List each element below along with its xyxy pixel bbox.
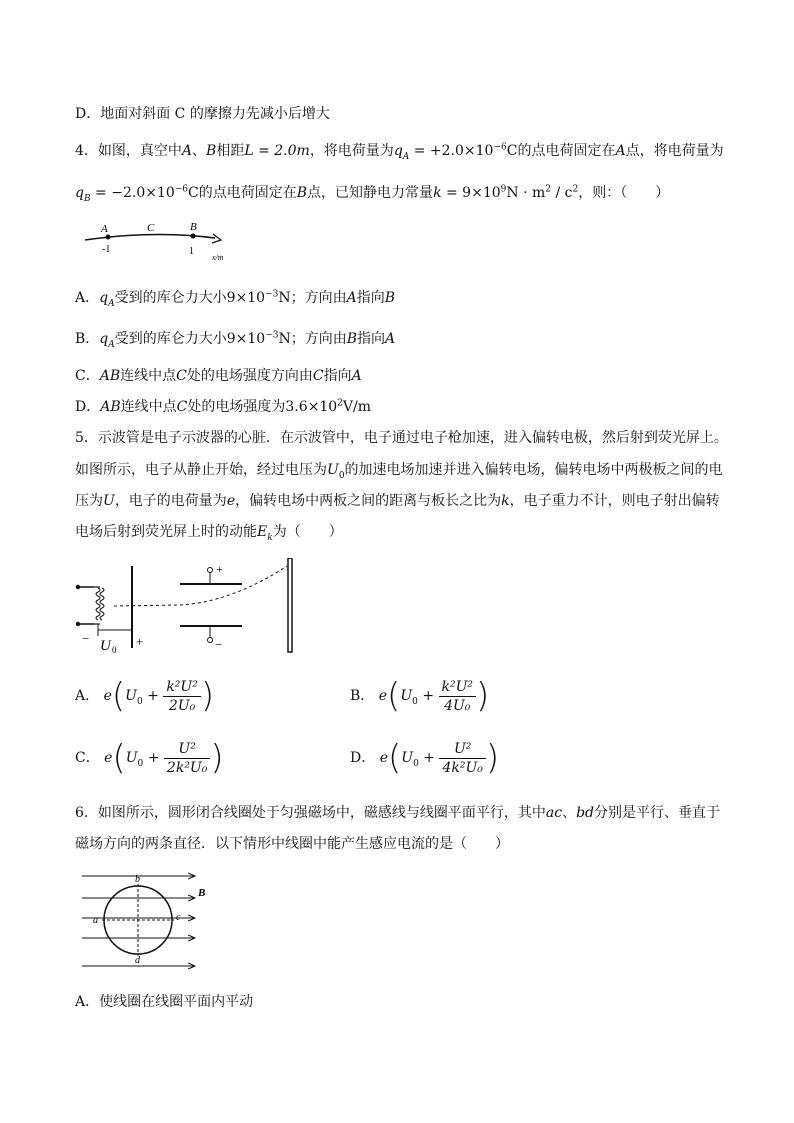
- q5-fig-minus-bottom: −: [215, 637, 223, 652]
- option-label: C．: [75, 750, 100, 766]
- k-symbol: k: [501, 493, 510, 509]
- field-unit: V/m: [342, 399, 372, 415]
- q4-fig-label-a: A: [101, 223, 108, 235]
- q4-sep: 、: [192, 143, 207, 159]
- force-value: 9×10: [226, 331, 266, 347]
- q4-fig-label-b: B: [190, 221, 197, 233]
- stem-text: ，电子重力不计，则电子射出偏转: [509, 493, 720, 509]
- option-label: D．: [75, 399, 101, 415]
- e-symbol: e: [104, 750, 113, 766]
- q6-fig-label-b: b: [135, 874, 140, 885]
- u0-sub: 0: [338, 470, 345, 481]
- q4-qb-unit: C: [188, 185, 199, 201]
- u0-sub: 0: [136, 696, 143, 707]
- stem-text: 电场后射到荧光屏上时的动能: [75, 524, 257, 540]
- q4-number-line-figure: [75, 218, 235, 268]
- e-symbol: e: [379, 750, 388, 766]
- q5-stem-line3: [75, 490, 720, 510]
- q4-qa-unit: C: [506, 143, 518, 159]
- fraction: [163, 678, 201, 715]
- option-label: D．: [350, 750, 376, 766]
- force-exp: −3: [265, 289, 279, 300]
- plus-sign: +: [147, 750, 160, 766]
- u0-symbol: U: [400, 688, 413, 704]
- u0-symbol: U: [125, 750, 138, 766]
- point-label: B: [346, 331, 358, 347]
- stem-text: 分别是平行、垂直于: [594, 805, 721, 821]
- q4-qb-exp: −6: [174, 184, 189, 195]
- option-text: 受到的库仑力大小: [114, 290, 227, 306]
- stem-text: ，电子的电荷量为: [114, 493, 227, 509]
- q4-point-b: B: [206, 143, 217, 159]
- q-sub: A: [108, 298, 115, 309]
- numerator: k²U²: [439, 678, 477, 697]
- q4-k-unit: N · m: [506, 185, 546, 201]
- option-text: 受到的库仑力大小: [114, 331, 227, 347]
- point-label: A: [385, 331, 396, 347]
- q5-option-b[interactable]: B． $e(U_0$ + $\frac{\text{k²U²}}{\text{4U₀}}$ ): [350, 676, 490, 716]
- q4-k-unit2: / c: [551, 185, 573, 201]
- q6-fig-label-c: c: [176, 912, 181, 923]
- option-text: 指向: [357, 331, 386, 347]
- option-text: 处的电场强度方向由: [186, 368, 313, 384]
- q5-option-d[interactable]: D． $e(U_0$ + $\frac{\text{U²}}{\text{4k²U₀}}$ ): [350, 738, 500, 778]
- q4-stem-text: ，将电荷量为: [309, 143, 394, 159]
- segment-label: AB: [99, 368, 121, 384]
- plus-sign: +: [147, 688, 159, 704]
- q4-qa-exp: −6: [493, 142, 507, 153]
- denominator: 4U₀: [444, 697, 471, 714]
- q4-k-value: = 9×10: [441, 185, 501, 201]
- u0-sub: 0: [412, 696, 418, 707]
- q4-qa: q: [393, 143, 403, 159]
- q4-k-exp: 9: [500, 184, 507, 195]
- q6-fig-label-a: a: [93, 915, 98, 926]
- q3-option-d: D．地面对斜面 C 的摩擦力先减小后增大: [75, 106, 330, 122]
- q5-fig-plus-acc: +: [136, 634, 144, 649]
- denominator: 2U₀: [168, 697, 196, 714]
- denominator: 4k²U₀: [442, 759, 483, 776]
- point-label: B: [384, 290, 395, 306]
- q6-coil-figure: [80, 868, 210, 973]
- q6-stem-line1: [75, 802, 720, 822]
- q4-stem-line2: [75, 182, 669, 204]
- numerator: U²: [439, 740, 485, 759]
- plus-sign: +: [423, 750, 435, 766]
- ek-sub: k: [267, 532, 273, 543]
- q4-option-c[interactable]: [75, 365, 362, 385]
- q4-stem-text: 的点电荷固定在: [198, 185, 297, 201]
- q4-stem-text: 的点电荷固定在: [517, 143, 616, 159]
- option-text: ；方向由: [290, 331, 347, 347]
- q5-stem-line2: [75, 459, 723, 481]
- stem-text: 如图所示，电子从静止开始，经过电压为: [75, 462, 327, 478]
- diameter-ac: ac: [545, 805, 563, 821]
- q4-point-a: A: [181, 143, 193, 159]
- option-label: A．: [75, 688, 100, 704]
- q4-qb: q: [75, 185, 84, 201]
- u0-symbol: U: [327, 462, 339, 478]
- option-label: C．: [75, 368, 100, 384]
- q4-option-d[interactable]: [75, 396, 371, 416]
- diameter-bd: bd: [576, 805, 595, 821]
- force-value: 9×10: [226, 290, 266, 306]
- q4-stem-text: ，则：（ ）: [578, 185, 670, 201]
- q4-stem-text: 点，将电荷量为: [625, 143, 724, 159]
- fraction: [439, 740, 485, 777]
- force-exp: −3: [265, 330, 279, 341]
- q4-k-unit-exp: 2: [545, 184, 551, 195]
- e-symbol: e: [226, 493, 236, 509]
- option-text: ；方向由: [290, 290, 347, 306]
- denominator: 2k²U₀: [166, 759, 208, 776]
- q4-k: k: [433, 185, 442, 201]
- force-unit: N: [278, 331, 291, 347]
- q5-fig-u0-sub: 0: [112, 645, 117, 655]
- field-value: 3.6×10: [285, 399, 338, 415]
- q4-stem-text: 4．如图，真空中: [75, 143, 182, 159]
- q5-fig-u0-label: U: [100, 638, 111, 654]
- sep: 、: [562, 805, 577, 821]
- q-symbol: q: [99, 331, 109, 347]
- q5-oscilloscope-figure: [72, 558, 302, 658]
- point-label: C: [312, 368, 324, 384]
- stem-text: ，偏转电场中两板之间的距离与板长之比为: [235, 493, 502, 509]
- e-symbol: e: [378, 688, 388, 704]
- field-exp: 2: [337, 398, 343, 409]
- q4-fig-tick-left: -1: [102, 244, 111, 255]
- q-symbol: q: [99, 290, 109, 306]
- plus-sign: +: [422, 688, 435, 704]
- point-label: C: [176, 399, 188, 415]
- q5-option-a[interactable]: A． $e(U_0$ + $\frac{\text{k²U²}}{\text{2U₀}}$ ): [75, 676, 215, 716]
- option-label: A．: [75, 290, 100, 306]
- q5-option-c[interactable]: C． $e(U_0$ + $\frac{\text{U²}}{\text{2k²U₀}}$ ): [75, 738, 224, 778]
- u0-symbol: U: [125, 688, 137, 704]
- q4-qa-sub: A: [402, 151, 410, 162]
- q4-qb-value: = −2.0×10: [90, 185, 175, 201]
- q4-option-a[interactable]: [75, 287, 395, 309]
- force-unit: N: [278, 290, 291, 306]
- q6-fig-label-d: d: [135, 955, 140, 966]
- q4-stem-text: 点，已知静电力常量: [307, 185, 434, 201]
- q4-fig-label-c: C: [147, 222, 155, 234]
- u-symbol: U: [103, 493, 115, 509]
- point-label: C: [176, 368, 187, 384]
- q4-qa-value: = +2.0×10: [409, 143, 494, 159]
- option-label: B．: [350, 688, 375, 704]
- option-text: 连线中点: [120, 368, 177, 384]
- q4-qb-sub: B: [83, 193, 91, 204]
- q5-fig-plus-top: +: [216, 562, 223, 576]
- point-label: A: [351, 368, 362, 384]
- q5-stem-line1: 5．示波管是电子示波器的心脏．在示波管中，电子通过电子枪加速，进入偏转电极，然后射到荧光屏上。: [75, 430, 728, 446]
- u0-symbol: U: [401, 750, 414, 766]
- option-label: B．: [75, 331, 100, 347]
- u0-sub: 0: [137, 758, 144, 769]
- numerator: k²U²: [163, 678, 201, 697]
- stem-text: 压为: [75, 493, 103, 509]
- option-text: 处的电场强度为: [187, 399, 286, 415]
- q5-fig-minus-left: −: [82, 631, 90, 646]
- q4-k-unit2-exp: 2: [572, 184, 579, 195]
- fraction: [164, 740, 210, 777]
- fraction: [439, 678, 477, 715]
- q5-stem-line4: [75, 521, 343, 543]
- e-symbol: e: [103, 688, 112, 704]
- stem-text: 为（ ）: [272, 524, 343, 540]
- stem-text: 6．如图所示，圆形闭合线圈处于匀强磁场中，磁感线与线圈平面平行，其中: [75, 805, 546, 821]
- q6-option-a[interactable]: A．使线圈在线圈平面内平动: [75, 994, 254, 1010]
- q6-fig-label-field: B: [198, 887, 206, 899]
- option-text: 指向: [323, 368, 352, 384]
- q6-stem-line2: 磁场方向的两条直径．以下情形中线圈中能产生感应电流的是（ ）: [75, 836, 509, 852]
- q4-stem-line1: [75, 140, 724, 162]
- option-text: 连线中点: [120, 399, 177, 415]
- option-text: 指向: [356, 290, 385, 306]
- numerator: U²: [164, 740, 210, 759]
- q4-stem-text: 相距: [216, 143, 245, 159]
- q4-fig-tick-right: 1: [189, 246, 194, 257]
- point-label: A: [346, 290, 357, 306]
- q4-point-a: A: [615, 143, 626, 159]
- q4-fig-axis-label: x/m: [212, 253, 224, 262]
- q4-point-b: B: [296, 185, 308, 201]
- ek-symbol: E: [257, 524, 268, 540]
- q-sub: A: [108, 339, 115, 350]
- segment-label: AB: [100, 399, 121, 415]
- q4-distance: L = 2.0m: [244, 143, 310, 159]
- q4-option-b[interactable]: [75, 328, 395, 350]
- u0-sub: 0: [413, 758, 419, 769]
- stem-text: 的加速电场加速并进入偏转电场，偏转电场中两极板之间的电: [344, 462, 723, 478]
